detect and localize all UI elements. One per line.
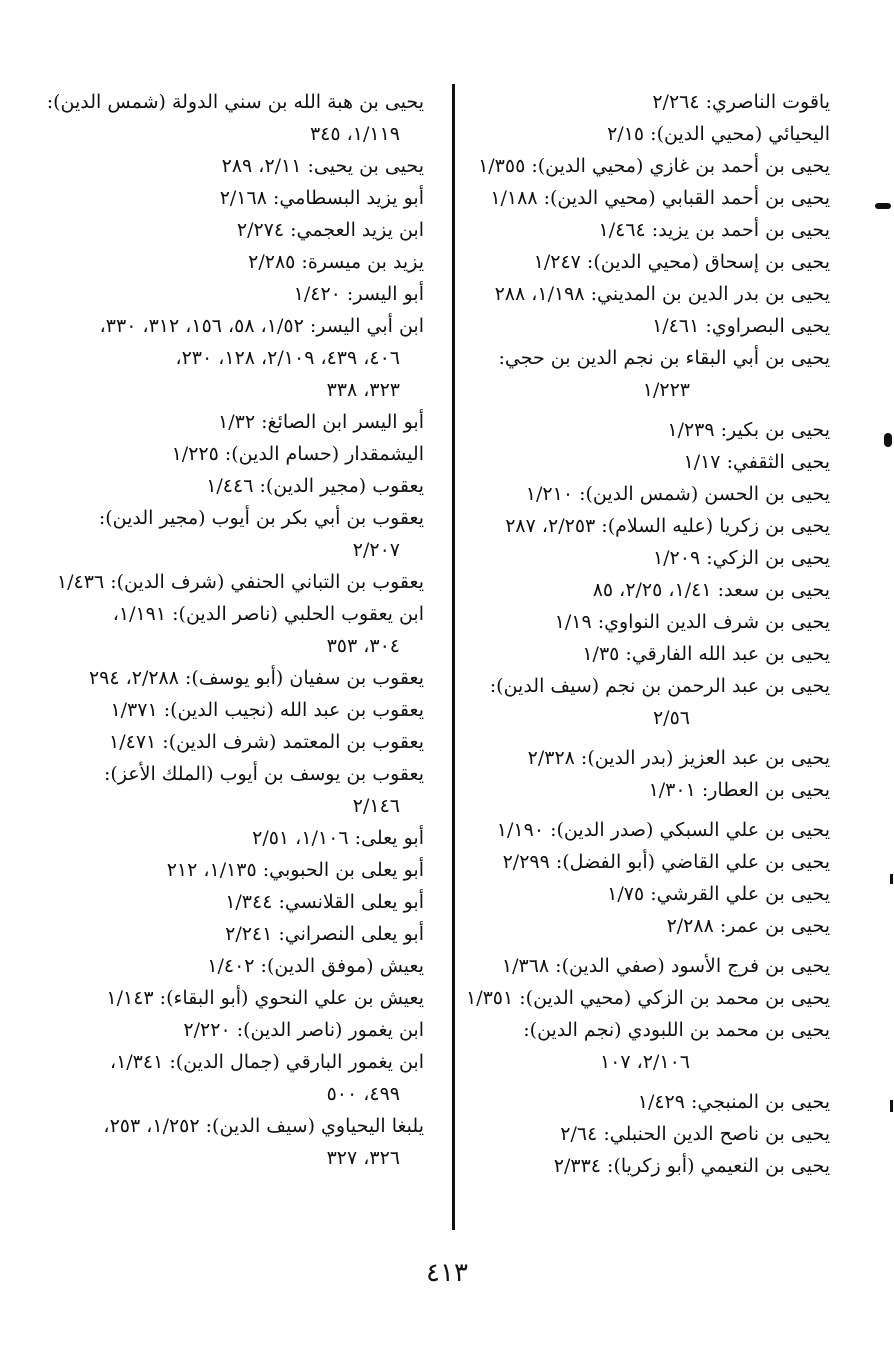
page-number: ٤١٣	[426, 1258, 468, 1288]
column-divider	[452, 84, 455, 1230]
index-entry: يحيى بن محمد بن الزكي (محيي الدين): ١/٣٥١	[466, 987, 830, 1009]
index-entry: يحيى بن شرف الدين النواوي: ١/١٩	[554, 611, 830, 633]
index-entry: يحيى بن زكريا (عليه السلام): ٢/٢٥٣، ٢٨٧	[505, 515, 830, 537]
scan-mark	[884, 433, 892, 447]
index-entry: أبو يعلى: ١/١٠٦، ٢/٥١	[252, 827, 424, 849]
index-entry: ابن يغمور (ناصر الدين): ٢/٢٢٠	[183, 1019, 424, 1041]
index-entry: يعقوب بن التباني الحنفي (شرف الدين): ١/٤٣٦	[56, 571, 424, 593]
index-entry: يحيى البصراوي: ١/٤٦١	[652, 315, 830, 337]
index-entry: يحيى بن عبد الرحمن بن نجم (سيف الدين):	[489, 675, 830, 697]
index-column-left	[28, 86, 424, 1174]
index-entry-continuation: ٢/١٤٦	[352, 795, 400, 817]
index-entry: أبو يزيد البسطامي: ٢/١٦٨	[219, 187, 424, 209]
index-entry: يحيى بن عبد الله الفارقي: ١/٣٥	[582, 643, 830, 665]
index-entry: يحيى بن الزكي: ١/٢٠٩	[652, 547, 830, 569]
index-entry: يحيى بن عمر: ٢/٢٨٨	[666, 915, 830, 937]
index-entry-continuation: ٤٩٩، ٥٠٠	[326, 1083, 400, 1105]
index-entry: يحيى بن إسحاق (محيي الدين): ١/٢٤٧	[533, 251, 830, 273]
index-entry: يعيش (موفق الدين): ١/٤٠٢	[207, 955, 424, 977]
index-entry: يعقوب بن المعتمد (شرف الدين): ١/٤٧١	[109, 731, 424, 753]
index-entry: ابن يعقوب الحلبي (ناصر الدين): ١/١٩١،	[112, 603, 424, 625]
index-entry: أبو يعلى النصراني: ٢/٢٤١	[225, 923, 424, 945]
index-entry: يحيى بن يحيى: ٢/١١، ٢٨٩	[221, 155, 424, 177]
index-entry: يحيى بن أحمد بن يزيد: ١/٤٦٤	[598, 219, 830, 241]
index-entry-continuation: ٢/٢٠٧	[352, 539, 400, 561]
index-entry: أبو اليسر: ١/٤٢٠	[293, 283, 424, 305]
index-entry: يحيى بن سعد: ١/٤١، ٢/٢٥، ٨٥	[592, 579, 830, 601]
index-entry: يحيى بن محمد بن اللبودي (نجم الدين):	[523, 1019, 830, 1041]
index-entry: يعقوب بن عبد الله (نجيب الدين): ١/٣٧١	[110, 699, 424, 721]
index-entry: يحيى بن عبد العزيز (بدر الدين): ٢/٣٢٨	[527, 747, 830, 769]
index-entry: اليحيائي (محيي الدين): ٢/١٥	[607, 123, 830, 145]
index-entry: يحيى بن هبة الله بن سني الدولة (شمس الدين):	[46, 91, 424, 113]
index-entry-continuation: ٤٠٦، ٤٣٩، ٢/١٠٩، ١٢٨، ٢٣٠،	[175, 347, 400, 369]
index-entry: أبو يعلى بن الحبوبي: ١/١٣٥، ٢١٢	[166, 859, 424, 881]
index-entry: يعقوب بن يوسف بن أيوب (الملك الأعز):	[104, 763, 424, 785]
index-entry: يحيى بن العطار: ١/٣٠١	[648, 779, 830, 801]
scan-mark	[890, 1100, 893, 1112]
index-entry: يحيى بن ناصح الدين الحنبلي: ٢/٦٤	[560, 1123, 830, 1145]
index-entry: يعيش بن علي النحوي (أبو البقاء): ١/١٤٣	[106, 987, 424, 1009]
index-entry: يحيى بن علي القرشي: ١/٧٥	[607, 883, 830, 905]
index-entry: يحيى بن علي القاضي (أبو الفضل): ٢/٢٩٩	[502, 851, 830, 873]
index-entry: يحيى بن فرج الأسود (صفي الدين): ١/٣٦٨	[501, 955, 830, 977]
index-entry: ابن يغمور البارقي (جمال الدين): ١/٣٤١،	[109, 1051, 424, 1073]
index-entry: أبو اليسر ابن الصائغ: ١/٣٢	[218, 411, 424, 433]
index-entry: ياقوت الناصري: ٢/٢٦٤	[652, 91, 830, 113]
index-entry-continuation: ٣٢٣، ٣٣٨	[326, 379, 400, 401]
index-entry: ابن أبي اليسر: ١/٥٢، ٥٨، ١٥٦، ٣١٢، ٣٣٠،	[99, 315, 424, 337]
index-entry: يحيى بن المنبجي: ١/٤٢٩	[637, 1091, 830, 1113]
index-entry: يحيى بن علي السبكي (صدر الدين): ١/١٩٠	[496, 819, 830, 841]
index-entry: يلبغا اليحياوي (سيف الدين): ١/٢٥٢، ٢٥٣،	[103, 1115, 424, 1137]
index-entry-continuation: ١/٢٢٣	[642, 379, 690, 401]
index-entry: يعقوب (مجير الدين): ١/٤٤٦	[206, 475, 424, 497]
index-entry: يحيى بن بكير: ١/٢٣٩	[667, 419, 830, 441]
index-entry: يحيى بن النعيمي (أبو زكريا): ٢/٣٣٤	[553, 1155, 830, 1177]
index-entry: يزيد بن ميسرة: ٢/٢٨٥	[248, 251, 424, 273]
index-entry-continuation: ١/١١٩، ٣٤٥	[309, 123, 400, 145]
index-entry: يحيى بن أحمد القبابي (محيي الدين): ١/١٨٨	[490, 187, 830, 209]
index-entry-continuation: ٣٠٤، ٣٥٣	[326, 635, 400, 657]
index-entry-continuation: ٣٢٦، ٣٢٧	[326, 1147, 400, 1169]
index-entry-continuation: ٢/٥٦	[652, 707, 690, 729]
index-entry-continuation: ٢/١٠٦، ١٠٧	[599, 1051, 690, 1073]
scan-mark	[890, 874, 893, 884]
index-column-right	[452, 86, 830, 1182]
index-entry: يحيى بن الحسن (شمس الدين): ١/٢١٠	[525, 483, 830, 505]
index-entry: أبو يعلى القلانسي: ١/٣٤٤	[225, 891, 424, 913]
scan-mark	[875, 203, 891, 209]
index-entry: يعقوب بن أبي بكر بن أيوب (مجير الدين):	[98, 507, 424, 529]
index-entry: يعقوب بن سفيان (أبو يوسف): ٢/٢٨٨، ٢٩٤	[88, 667, 424, 689]
index-entry: يحيى الثقفي: ١/١٧	[683, 451, 830, 473]
index-entry: ابن يزيد العجمي: ٢/٢٧٤	[236, 219, 424, 241]
index-entry: اليشمقدار (حسام الدين): ١/٢٢٥	[171, 443, 424, 465]
index-entry: يحيى بن بدر الدين بن المديني: ١/١٩٨، ٢٨٨	[494, 283, 830, 305]
index-entry: يحيى بن أبي البقاء بن نجم الدين بن حجي:	[498, 347, 830, 369]
index-entry: يحيى بن أحمد بن غازي (محيي الدين): ١/٣٥٥	[478, 155, 830, 177]
